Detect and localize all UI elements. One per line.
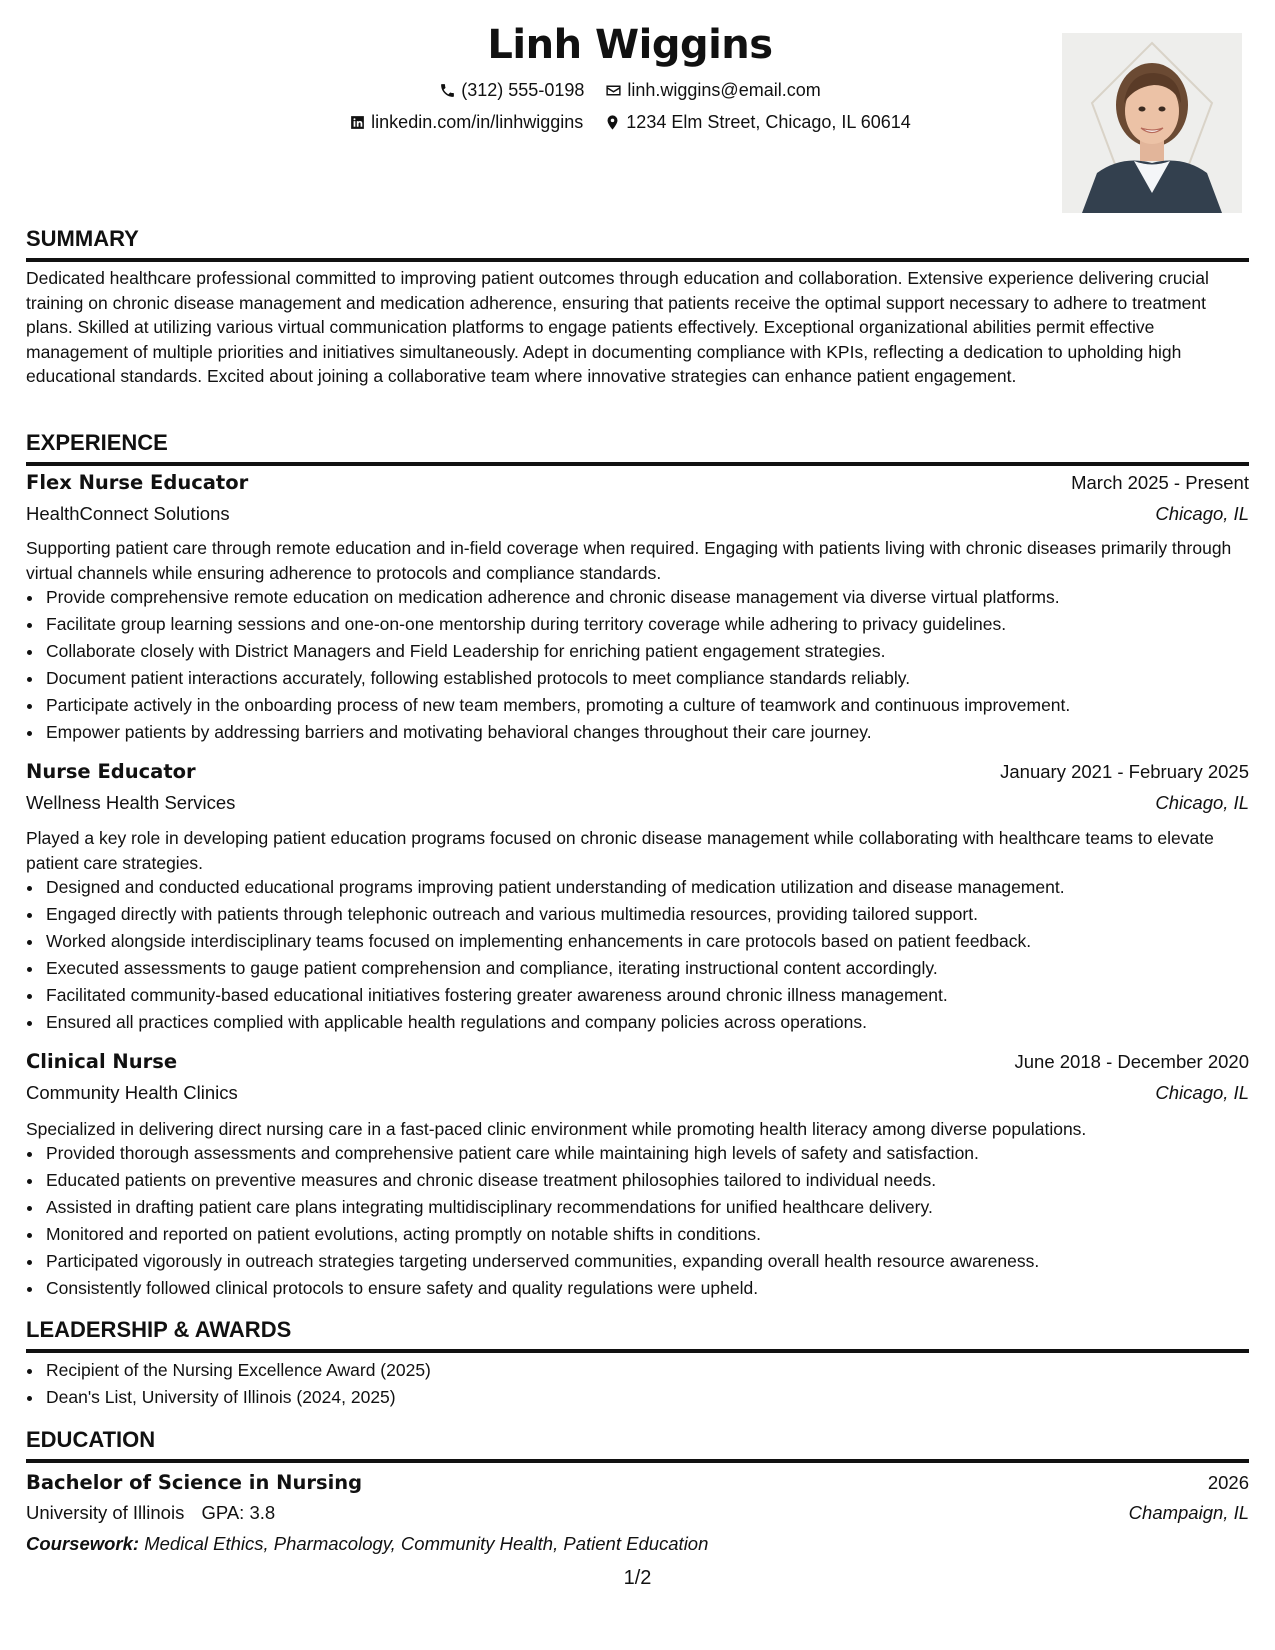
job-bullets bbox=[26, 1140, 1267, 1302]
job-dates: June 2018 - December 2020 bbox=[1014, 1051, 1249, 1072]
school-name: University of Illinois bbox=[26, 1502, 185, 1523]
list-item: • Collaborate closely with District Managers and Field Leadership for enriching patient engagement strategies. bbox=[44, 638, 1267, 665]
map-marker-icon bbox=[604, 114, 621, 131]
job-title: Clinical Nurse bbox=[26, 1050, 178, 1073]
list-item: • Consistently followed clinical protocols to ensure safety and quality regulations were upheld. bbox=[44, 1275, 1267, 1302]
address-text: 1234 Elm Street, Chicago, IL 60614 bbox=[626, 112, 911, 132]
gpa: GPA: 3.8 bbox=[201, 1502, 276, 1523]
profile-photo bbox=[1062, 33, 1242, 213]
school-location: Champaign, IL bbox=[1128, 1502, 1249, 1523]
job-dates: March 2025 - Present bbox=[1071, 472, 1249, 493]
list-item: • Participated vigorously in outreach strategies targeting underserved communities, expanding overall health resource awareness. bbox=[44, 1248, 1267, 1275]
coursework-label: Coursework: bbox=[26, 1533, 140, 1554]
list-item: • Participate actively in the onboarding process of new team members, promoting a culture of teamwork and continuous improvement. bbox=[44, 692, 1267, 719]
phone-contact bbox=[439, 80, 584, 101]
linkedin-icon bbox=[349, 114, 366, 131]
phone-icon bbox=[439, 82, 456, 99]
address-contact bbox=[604, 112, 911, 133]
job-company: HealthConnect Solutions bbox=[26, 503, 230, 524]
education-heading: EDUCATION bbox=[26, 1427, 1249, 1463]
job-company: Community Health Clinics bbox=[26, 1082, 238, 1103]
candidate-name: Linh Wiggins bbox=[487, 22, 773, 68]
job-description: Played a key role in developing patient education programs focused on chronic disease management while collaborating with healthcare teams to elevate patient care strategies. bbox=[26, 828, 1214, 873]
linkedin-text[interactable]: linkedin.com/in/linhwiggins bbox=[371, 112, 584, 132]
list-item: • Provided thorough assessments and comprehensive patient care while maintaining high levels of safety and satisfaction. bbox=[44, 1140, 1267, 1167]
job-dates: January 2021 - February 2025 bbox=[1000, 761, 1249, 782]
awards-list bbox=[26, 1357, 1267, 1411]
list-item: • Educated patients on preventive measures and chronic disease treatment philosophies tailored to individual needs. bbox=[44, 1167, 1267, 1194]
list-item: • Executed assessments to gauge patient comprehension and compliance, iterating instructional content accordingly. bbox=[44, 955, 1267, 982]
list-item: • Provide comprehensive remote education on medication adherence and chronic disease management via diverse virtual platforms. bbox=[44, 584, 1267, 611]
list-item: • Engaged directly with patients through telephonic outreach and various multimedia resources, providing tailored support. bbox=[44, 901, 1267, 928]
list-item: • Ensured all practices complied with applicable health regulations and company policies across operations. bbox=[44, 1009, 1267, 1036]
degree-title: Bachelor of Science in Nursing bbox=[26, 1471, 363, 1494]
email-contact[interactable] bbox=[605, 80, 820, 101]
leadership-heading: LEADERSHIP & AWARDS bbox=[26, 1317, 1249, 1353]
envelope-icon bbox=[605, 82, 622, 99]
job-bullets bbox=[26, 874, 1267, 1036]
list-item: • Empower patients by addressing barriers and motivating behavioral changes throughout their care journey. bbox=[44, 719, 1267, 746]
summary-text: Dedicated healthcare professional committed to improving patient outcomes through education and collaboration. Extensive experience delivering crucial training on chronic disease management and medication adherence, ensuring that patients receive the optimal support necessary to adhere to treatment plans. Skilled at utilizing various virtual communication platforms to engage patients effectively. Exceptional organizational abilities permit effective management of multiple priorities and initiatives simultaneously. Adept in documenting compliance with KPIs, reflecting a dedication to upholding high educational standards. Excited about joining a collaborative team where innovative strategies can enhance patient engagement. bbox=[26, 268, 1209, 386]
page-number: 1/2 bbox=[623, 1567, 652, 1589]
summary-heading: SUMMARY bbox=[26, 226, 1249, 262]
list-item: • Monitored and reported on patient evolutions, acting promptly on notable shifts in conditions. bbox=[44, 1221, 1267, 1248]
list-item: • Facilitated community-based educational initiatives fostering greater awareness around chronic illness management. bbox=[44, 982, 1267, 1009]
experience-heading: EXPERIENCE bbox=[26, 430, 1249, 466]
school-line bbox=[26, 1502, 275, 1524]
job-location: Chicago, IL bbox=[1155, 792, 1249, 813]
job-location: Chicago, IL bbox=[1155, 503, 1249, 524]
job-title: Nurse Educator bbox=[26, 760, 196, 783]
list-item: • Document patient interactions accurately, following established protocols to meet compliance standards reliably. bbox=[44, 665, 1267, 692]
graduation-year: 2026 bbox=[1207, 1472, 1249, 1493]
job-bullets bbox=[26, 584, 1267, 746]
job-location: Chicago, IL bbox=[1155, 1082, 1249, 1103]
phone-text: (312) 555-0198 bbox=[461, 80, 585, 100]
list-item: • Assisted in drafting patient care plans integrating multidisciplinary recommendations for unified healthcare delivery. bbox=[44, 1194, 1267, 1221]
job-company: Wellness Health Services bbox=[26, 792, 236, 813]
coursework-list: Medical Ethics, Pharmacology, Community Health, Patient Education bbox=[144, 1533, 709, 1554]
job-title: Flex Nurse Educator bbox=[26, 471, 249, 494]
list-item: • Dean's List, University of Illinois (2024, 2025) bbox=[44, 1384, 1267, 1411]
linkedin-contact[interactable] bbox=[349, 112, 583, 133]
email-text[interactable]: linh.wiggins@email.com bbox=[627, 80, 821, 100]
job-description: Specialized in delivering direct nursing care in a fast-paced clinic environment while promoting health literacy among diverse populations. bbox=[26, 1119, 1087, 1139]
list-item: • Worked alongside interdisciplinary teams focused on implementing enhancements in care protocols based on patient feedback. bbox=[44, 928, 1267, 955]
list-item: • Facilitate group learning sessions and one-on-one mentorship during territory coverage while adhering to privacy guidelines. bbox=[44, 611, 1267, 638]
job-description: Supporting patient care through remote education and in-field coverage when required. Engaging with patients living with chronic diseases primarily through virtual channels while ensuring adherence to protocols and compliance standards. bbox=[26, 538, 1232, 583]
list-item: • Recipient of the Nursing Excellence Award (2025) bbox=[44, 1357, 1267, 1384]
list-item: • Designed and conducted educational programs improving patient understanding of medication utilization and disease management. bbox=[44, 874, 1267, 901]
coursework-line bbox=[26, 1533, 708, 1555]
